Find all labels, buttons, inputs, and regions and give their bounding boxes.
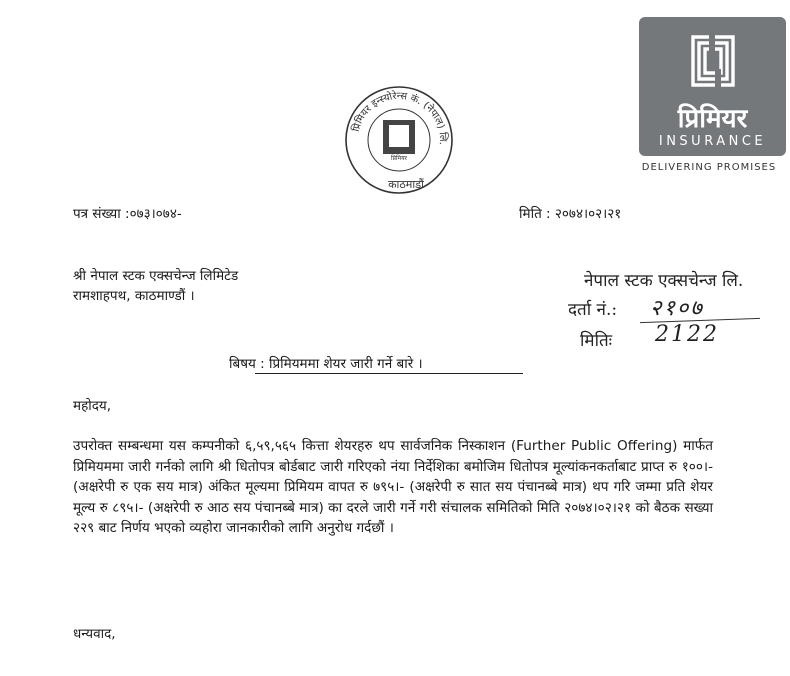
receipt-darta-label: दर्ता नं.:: [568, 300, 618, 320]
letter-subject: बिषय : प्रिमियममा शेयर जारी गर्ने बारे ।: [229, 356, 423, 372]
receipt-stamp-org: नेपाल स्टक एक्सचेन्ज लि.: [584, 271, 744, 291]
seal-center-text: प्रिमियर: [390, 155, 408, 162]
company-logo: [639, 17, 786, 156]
logo-name-english: INSURANCE: [658, 134, 767, 149]
receipt-miti-label: मितिः: [580, 331, 613, 351]
reference-number: पत्र संख्या :०७३।०७४-: [73, 206, 182, 222]
subject-underline: [255, 373, 523, 374]
logo-emblem-icon: [679, 27, 747, 95]
receipt-miti-value: 2122: [655, 322, 719, 347]
recipient-address: रामशाहपथ, काठमाण्डौं ।: [73, 288, 195, 304]
logo-tagline: DELIVERING PROMISES: [641, 162, 777, 173]
letter-date: मिति : २०७४।०२।२१: [519, 206, 622, 222]
receipt-darta-value: २१०७: [650, 296, 704, 321]
letter-body: [73, 436, 713, 539]
closing: धन्यवाद,: [73, 626, 116, 642]
logo-name-nepali: प्रिमियर: [677, 104, 748, 134]
seal-ring-text: प्रिमियर इन्स्योरेन्स कं. (नेपाल) लि.: [350, 90, 449, 146]
seal-city: काठमाडौं: [388, 178, 424, 191]
body-paragraph: उपरोक्त सम्बन्धमा यस कम्पनीको ६,५९,५६५ कित्ता शेयरहरु थप सार्वजनिक निस्काशन (Further Public Offering) मार्फत प्रिमियममा जारी गर्नको लागि श्री धितोपत्र बोर्डबाट जारी गरिएको नंया निर्देशिका बमोजिम धितोपत्र मूल्यांकनकर्ताबाट प्राप्त रु १००।- (अक्षरेपी रु एक सय मात्र) अंकित मूल्यमा प्रिमियम वापत रु ७९५।- (अक्षरेपी रु सात सय पंचानब्बे मात्र) थप गरि जम्मा प्रति शेयर मूल्य रु ८९५।- (अक्षरेपी रु आठ सय पंचानब्बे मात्र) का दरले जारी गर्ने गरी संचालक समितिको मिति २०७४।०२।२१ को बैठक सख्या २२९ बाट निर्णय भएको व्यहोरा जानकारीको लागि अनुरोध गर्दछौं ।: [73, 438, 713, 537]
salutation: महोदय,: [73, 398, 112, 414]
recipient-name: श्री नेपाल स्टक एक्सचेन्ज लिमिटेड: [73, 268, 239, 284]
